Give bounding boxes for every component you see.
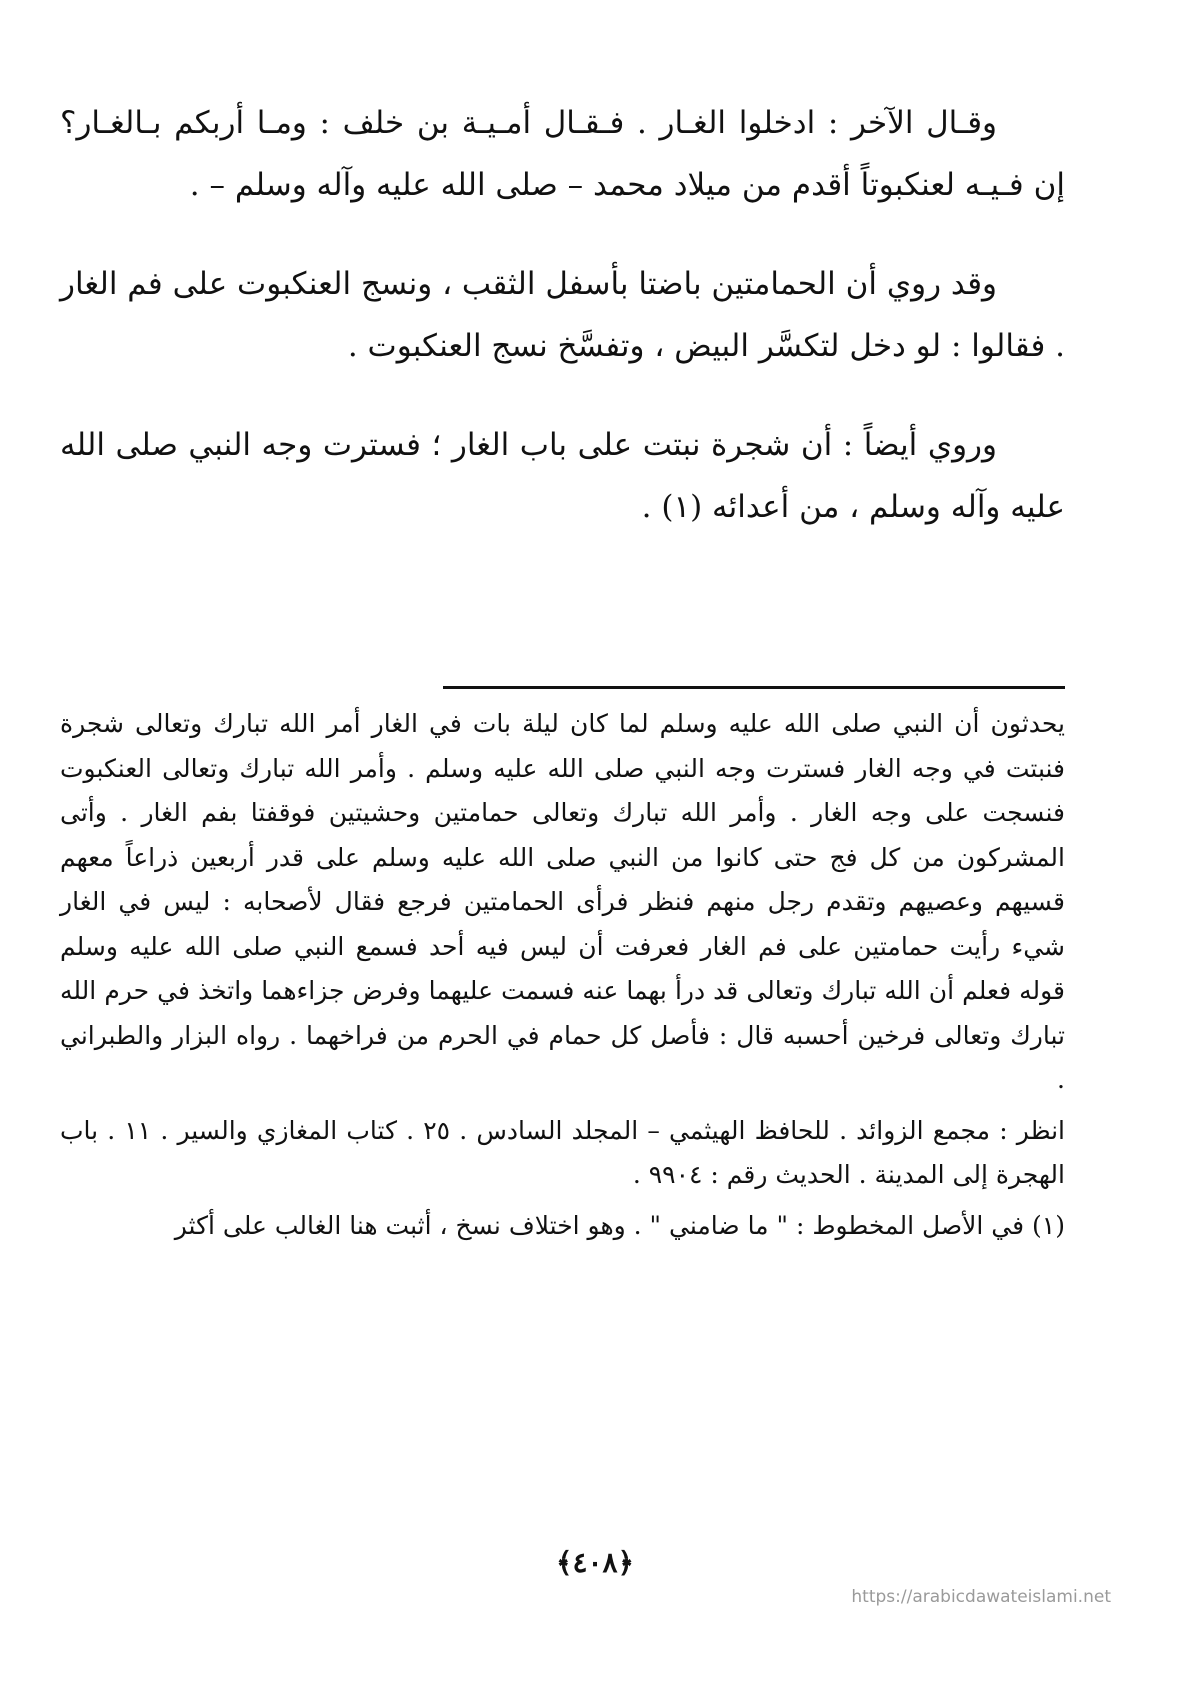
page-number: ﴿٤٠٨﴾ <box>556 1546 634 1579</box>
body-paragraph-text: وقـال الآخر : ادخلوا الغـار . فـقـال أمـيـة بن خلف : ومـا أربكم بـالغـار؟ إن فـيـه لعنكبوتاً أقدم من ميلاد محمد – صلى الله عليه وآله وسلم – . <box>60 105 1065 203</box>
body-paragraph-1 <box>60 92 1065 216</box>
body-paragraph-text: وروي أيضاً : أن شجرة نبتت على باب الغار ؛ فسترت وجه النبي صلى الله عليه وآله وسلم ، من أعدائه (١) . <box>60 427 1065 525</box>
footnote-1: (١) في الأصل المخطوط : " ما ضامني " . وهو اختلاف نسخ ، أثبت هنا الغالب على أكثر <box>174 1210 1065 1240</box>
body-paragraph-3 <box>60 414 1065 538</box>
watermark-url: https://arabicdawateislami.net <box>851 1587 1111 1607</box>
footnotes-section <box>60 702 1065 1254</box>
footnote-reference: انظر : مجمع الزوائد . للحافظ الهيثمي – المجلد السادس . ٢٥ . كتاب المغازي والسير . ١١ . باب الهجرة إلى المدينة . الحديث رقم : ٩٩٠٤ . <box>60 1115 1065 1189</box>
footnote-divider <box>443 686 1065 689</box>
body-paragraph-text: وقد روي أن الحمامتين باضتا بأسفل الثقب ، ونسج العنكبوت على فم الغار . فقالوا : لو دخل لتكسَّر البيض ، وتفسَّخ نسج العنكبوت . <box>60 266 1065 364</box>
body-paragraph-2 <box>60 253 1065 377</box>
footnote-hadith-text: يحدثون أن النبي صلى الله عليه وسلم لما كان ليلة بات في الغار أمر الله تبارك وتعالى شجرة فنبتت في وجه الغار فسترت وجه النبي صلى الله عليه وسلم . وأمر الله تبارك وتعالى العنكبوت فنسجت على وجه الغار . وأمر الله تبارك وتعالى حمامتين وحشيتين فوقفتا بفم الغار . وأتى المشركون من كل فج حتى كانوا من النبي صلى الله عليه وسلم على قدر أربعين ذراعاً معهم قسيهم وعصيهم وتقدم رجل منهم فنظر فرأى الحمامتين فرجع فقال لأصحابه : ليس في الغار شيء رأيت حمامتين على فم الغار فعرفت أن ليس فيه أحد فسمع النبي صلى الله عليه وسلم قوله فعلم أن الله تبارك وتعالى قد درأ بهما عنه فسمت عليهما وفرض جزاءهما واتخذ في حرم الله تبارك وتعالى فرخين أحسبه قال : فأصل كل حمام في الحرم من فراخهما . رواه البزار والطبراني . <box>60 709 1065 1094</box>
